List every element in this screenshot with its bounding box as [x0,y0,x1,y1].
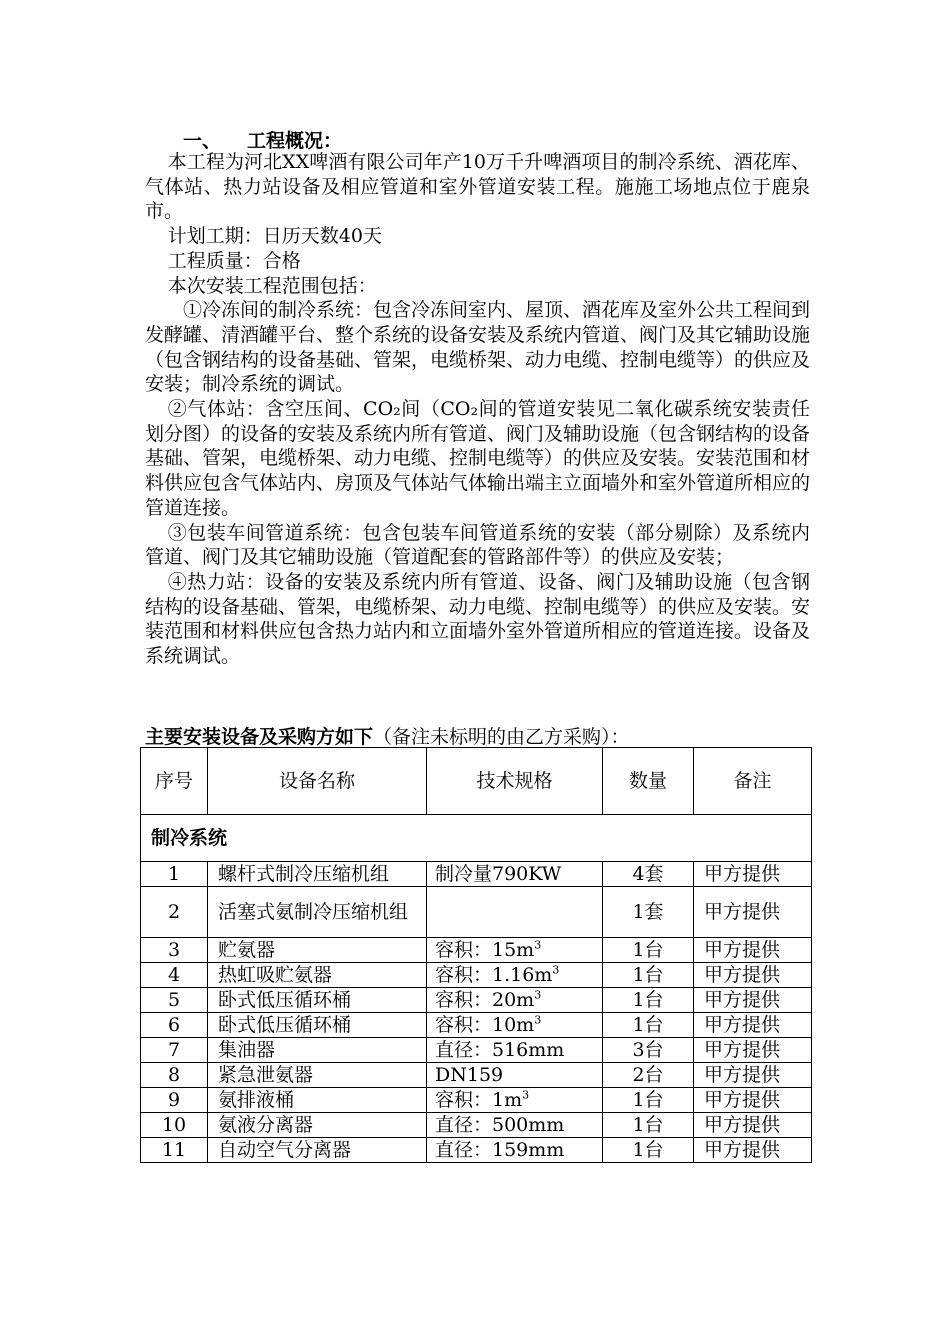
row-index [141,1013,208,1038]
table-caption-note: （备注未标明的由乙方采购）： [373,726,630,748]
row-index-text: 8 [167,1063,181,1086]
row-quantity-text: 1台 [632,1138,664,1161]
row-index [141,1113,208,1138]
paragraph-scope-refrigeration: ①冷冻间的制冷系统：包含冷冻间室内、屋顶、酒花库及室外公共工程间到发酵罐、清酒罐平台、整个系统的设备安装及系统内管道、阀门及其它辅助设施（包含钢结构的设备基础、管架，电缆桥架、动力电缆、控制电缆等）的供应及安装；制冷系统的调试。 [145,299,811,396]
row-index [141,1138,208,1163]
row-specification [427,1038,603,1063]
paragraph-schedule: 计划工期：日历天数40天 [167,225,382,248]
row-index [141,963,208,988]
paragraph-scope-packaging: ③包装车间管道系统：包含包装车间管道系统的安装（部分剔除）及系统内管道、阀门及其它辅助设施（管道配套的管路部件等）的供应及安装； [145,521,810,569]
row-remarks-text: 甲方提供 [704,1113,781,1136]
row-specification [427,1138,603,1163]
row-equipment-name [208,938,427,963]
row-equipment-name-text: 热虹吸贮氨器 [218,963,333,986]
table-body [141,862,812,1163]
table-caption [145,722,630,749]
row-equipment-name-text: 卧式低压循环桶 [218,1013,352,1036]
row-remarks-text: 甲方提供 [704,862,781,885]
row-remarks-text: 甲方提供 [704,1013,781,1036]
header-specification: 技术规格 [427,748,603,815]
row-specification-text: 容积：1m [435,1088,523,1111]
row-specification-text: 直径：159mm [435,1138,565,1161]
row-index [141,988,208,1013]
row-index-text: 10 [161,1113,187,1136]
row-quantity-text: 1台 [632,963,664,986]
row-specification [427,988,603,1013]
row-quantity [603,988,694,1013]
header-index: 序号 [141,748,208,815]
row-index [141,1088,208,1113]
table-row [141,1063,812,1088]
row-index-text: 6 [167,1013,181,1036]
table-row [141,887,812,938]
row-equipment-name [208,1113,427,1138]
row-remarks [694,1088,812,1113]
row-remarks-text: 甲方提供 [704,963,781,986]
row-index [141,938,208,963]
row-remarks [694,938,812,963]
row-quantity [603,938,694,963]
row-quantity [603,1063,694,1088]
equipment-table [140,747,812,1163]
table-row [141,1138,812,1163]
row-equipment-name-text: 卧式低压循环桶 [218,988,352,1011]
row-index [141,862,208,887]
row-equipment-name [208,1063,427,1088]
row-equipment-name [208,887,427,938]
row-specification [427,1013,603,1038]
row-quantity-text: 4套 [632,862,664,885]
row-specification [427,938,603,963]
row-index-text: 3 [167,938,181,961]
row-remarks-text: 甲方提供 [704,1088,781,1111]
row-specification [427,862,603,887]
row-specification-text: 容积：10m [435,1013,535,1036]
table-row [141,1113,812,1138]
row-specification-text: DN159 [435,1063,504,1086]
row-quantity-text: 2台 [632,1063,664,1086]
row-index-text: 4 [167,963,181,986]
section-label-refrigeration: 制冷系统 [141,815,812,862]
section-number: 一、 [183,130,222,152]
row-equipment-name-text: 氨液分离器 [218,1113,314,1136]
row-index [141,887,208,938]
row-equipment-name [208,1138,427,1163]
row-quantity-text: 1台 [632,938,664,961]
row-index [141,1063,208,1088]
row-quantity-text: 3台 [632,1038,664,1061]
row-equipment-name-text: 活塞式氨制冷压缩机组 [218,900,409,923]
row-index-text: 7 [167,1038,181,1061]
row-remarks [694,887,812,938]
row-specification [427,1088,603,1113]
row-specification [427,963,603,988]
row-index-text: 11 [161,1138,187,1161]
row-equipment-name [208,1088,427,1113]
row-quantity [603,1013,694,1038]
row-quantity [603,862,694,887]
unit-exponent: 3 [552,963,560,977]
row-index-text: 5 [167,988,181,1011]
unit-exponent: 3 [534,1013,542,1027]
row-specification-text: 容积：20m [435,988,535,1011]
row-quantity [603,887,694,938]
row-equipment-name [208,1038,427,1063]
row-remarks [694,1038,812,1063]
table-caption-title: 主要安装设备及采购方如下 [145,726,374,748]
row-quantity [603,963,694,988]
section-title: 工程概况： [247,130,343,152]
paragraph-quality: 工程质量：合格 [167,249,301,272]
table-row [141,1088,812,1113]
row-quantity [603,1088,694,1113]
row-index-text: 9 [167,1088,181,1111]
row-equipment-name-text: 螺杆式制冷压缩机组 [218,862,390,885]
table-row [141,1013,812,1038]
row-remarks-text: 甲方提供 [704,1138,781,1161]
row-remarks-text: 甲方提供 [704,988,781,1011]
row-equipment-name [208,862,427,887]
row-equipment-name-text: 贮氨器 [218,938,276,961]
unit-exponent: 3 [534,938,542,952]
row-equipment-name-text: 氨排液桶 [218,1088,295,1111]
row-remarks-text: 甲方提供 [704,1063,781,1086]
table-row [141,862,812,887]
row-specification-text: 制冷量790KW [435,862,562,885]
row-quantity-text: 1套 [632,900,664,923]
row-specification [427,887,603,938]
row-quantity-text: 1台 [632,1013,664,1036]
row-equipment-name [208,1013,427,1038]
row-remarks [694,862,812,887]
table-row [141,938,812,963]
table-row [141,988,812,1013]
row-quantity [603,1038,694,1063]
row-equipment-name [208,988,427,1013]
row-remarks-text: 甲方提供 [704,938,781,961]
row-specification [427,1113,603,1138]
overview-body [145,150,810,669]
table-row [141,963,812,988]
row-quantity-text: 1台 [632,1113,664,1136]
row-equipment-name-text: 紧急泄氨器 [218,1063,314,1086]
row-quantity [603,1138,694,1163]
paragraph-intro: 本工程为河北XX啤酒有限公司年产10万千升啤酒项目的制冷系统、酒花库、气体站、热力站设备及相应管道和室外管道安装工程。施施工场地点位于鹿泉市。 [145,151,810,223]
row-specification-text: 容积：1.16m [435,963,553,986]
row-equipment-name-text: 自动空气分离器 [218,1138,352,1161]
row-quantity-text: 1台 [632,1088,664,1111]
unit-exponent: 3 [534,988,542,1002]
row-equipment-name-text: 集油器 [218,1038,276,1061]
row-specification-text: 容积：15m [435,938,535,961]
header-quantity: 数量 [603,748,694,815]
table-row [141,1038,812,1063]
header-equipment-name: 设备名称 [208,748,427,815]
row-remarks [694,1113,812,1138]
paragraph-scope-heat-station: ④热力站：设备的安装及系统内所有管道、设备、阀门及辅助设施（包含钢结构的设备基础、管架，电缆桥架、动力电缆、控制电缆等）的供应及安装。安装范围和材料供应包含热力站内和立面墙外室外管道所相应的管道连接。设备及系统调试。 [145,570,811,668]
row-specification-text: 直径：516mm [435,1038,565,1061]
section-heading [183,126,342,153]
row-index-text: 1 [167,862,181,885]
row-remarks [694,1063,812,1088]
row-specification [427,1063,603,1088]
row-specification-text: 直径：500mm [435,1113,565,1136]
paragraph-scope-gas-station: ②气体站：含空压间、CO₂间（CO₂间的管道安装见二氧化碳系统安装责任划分图）的设备的安装及系统内所有管道、阀门及辅助设施（包含钢结构的设备基础、管架，电缆桥架、动力电缆、控制电缆等）的供应及安装。安装范围和材料供应包含气体站内、房顶及气体站气体输出端主立面墙外和室外管道所相应的管道连接。 [145,398,811,519]
table-header-row [141,748,812,815]
row-quantity-text: 1台 [632,988,664,1011]
row-quantity [603,1113,694,1138]
row-remarks [694,963,812,988]
row-remarks [694,1013,812,1038]
unit-exponent: 3 [522,1088,530,1102]
row-equipment-name [208,963,427,988]
row-index-text: 2 [167,900,181,923]
header-remarks: 备注 [694,748,812,815]
row-remarks-text: 甲方提供 [704,900,781,923]
paragraph-scope-intro: 本次安装工程范围包括： [167,274,377,297]
row-remarks-text: 甲方提供 [704,1038,781,1061]
row-remarks [694,988,812,1013]
row-remarks [694,1138,812,1163]
row-index [141,1038,208,1063]
table-section-row [141,815,812,862]
